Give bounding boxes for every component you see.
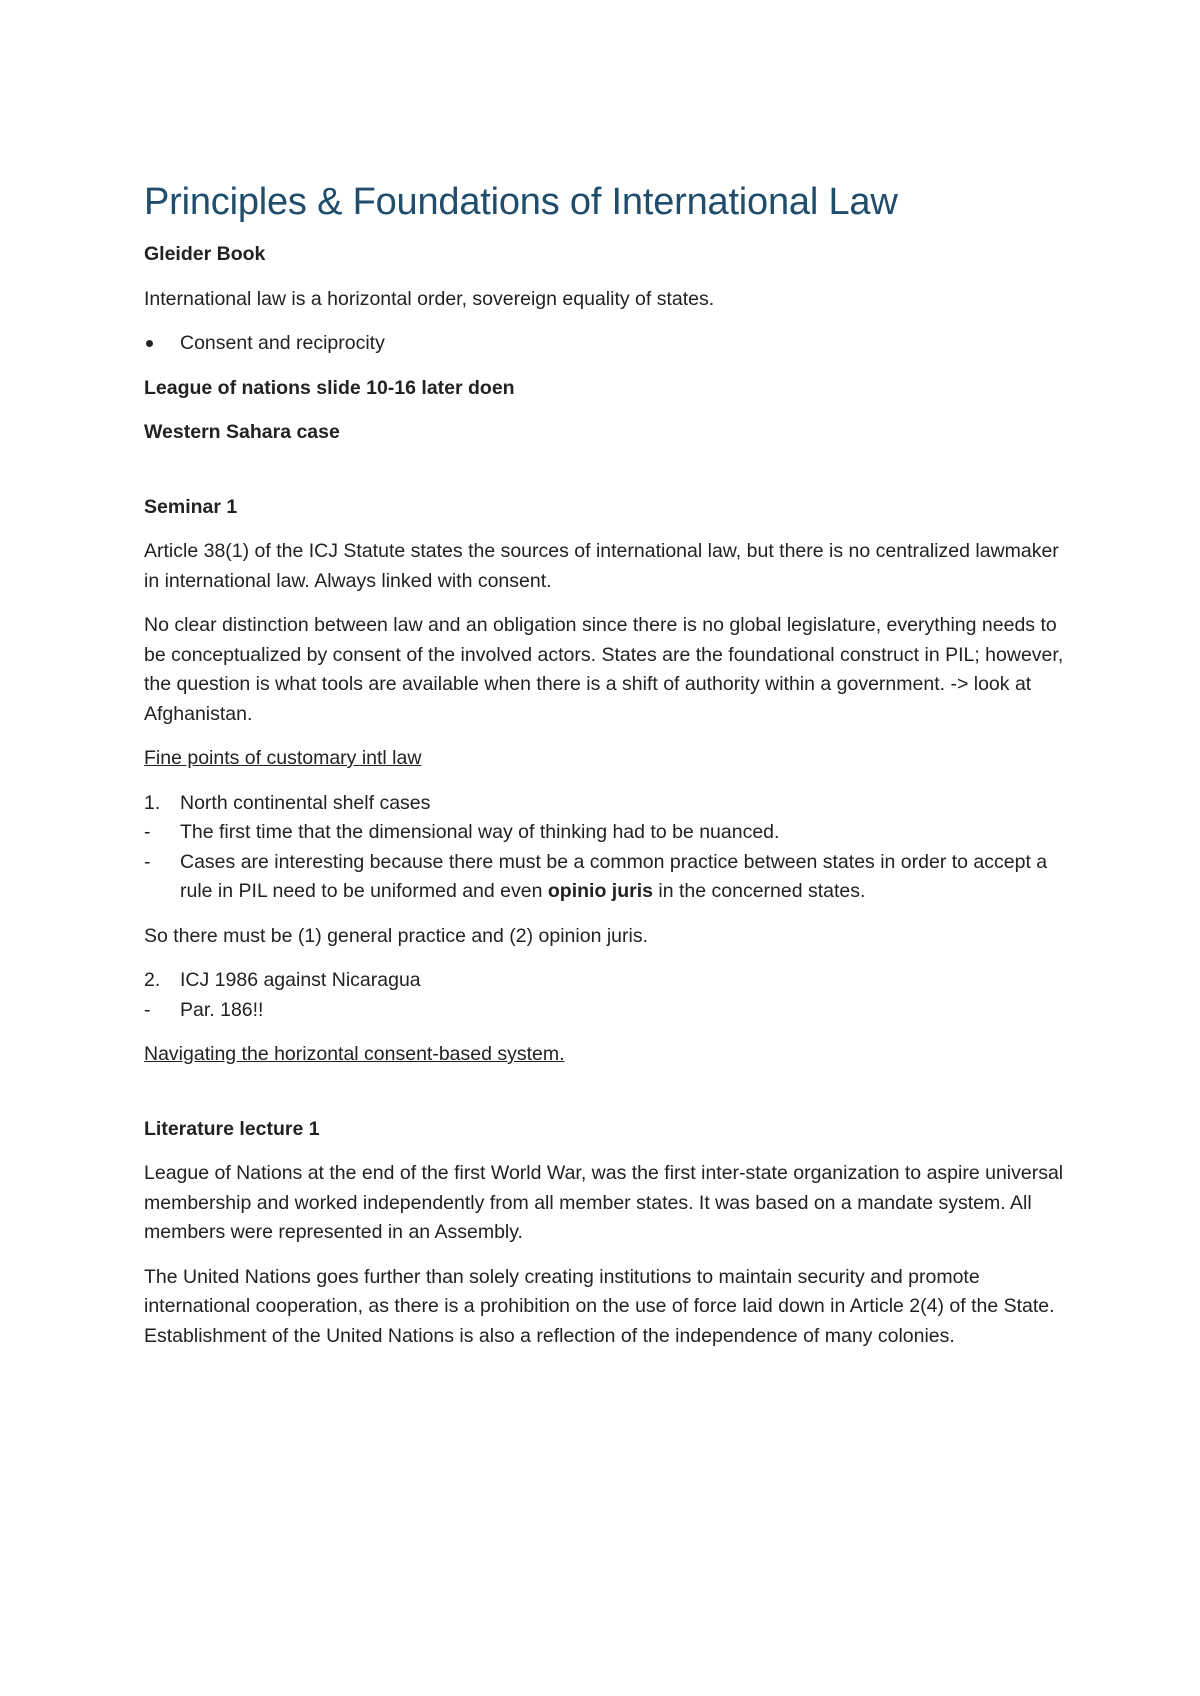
dash-item-text: The first time that the dimensional way of thinking had to be nuanced. <box>180 821 780 843</box>
paragraph-united-nations: The United Nations goes further than solely creating institutions to maintain security and promote international cooperation, as there is a prohibition on the use of force laid down in Article 2(4) of the State. Establishment of the United Nations is also a reflection of the independence of many colonies. <box>144 1265 1055 1347</box>
bullet-text: Consent and reciprocity <box>180 332 385 354</box>
dash-item-first-time <box>144 818 1064 848</box>
heading-gleider-book: Gleider Book <box>144 243 266 265</box>
subheading-navigating: Navigating the horizontal consent-based system. <box>144 1043 565 1065</box>
heading-literature-lecture-1: Literature lecture 1 <box>144 1117 320 1140</box>
list-item-text: North continental shelf cases <box>180 791 431 814</box>
list-item-2 <box>144 966 1064 996</box>
heading-league-of-nations: League of nations slide 10-16 later doen <box>144 376 515 399</box>
dash-marker: - <box>144 850 151 873</box>
list-marker: 2. <box>144 969 161 991</box>
subheading-fine-points: Fine points of customary intl law <box>144 747 422 769</box>
paragraph-article-38: Article 38(1) of the ICJ Statute states the sources of international law, but there is no centralized lawmaker in international law. Always linked with consent. <box>144 540 1059 592</box>
heading-western-sahara: Western Sahara case <box>144 421 340 443</box>
list-marker: 1. <box>144 791 161 814</box>
list-item-text: ICJ 1986 against Nicaragua <box>180 969 421 991</box>
paragraph-so-there-must-be: So there must be (1) general practice and (2) opinion juris. <box>144 924 649 947</box>
list-nicaragua <box>144 966 1064 1025</box>
document-page <box>144 176 1064 1366</box>
dash-item-text: Par. 186!! <box>180 998 264 1021</box>
dash-item-par-186 <box>144 996 1064 1026</box>
document-title: Principles & Foundations of International Law <box>144 181 898 223</box>
list-item-1 <box>144 789 1064 819</box>
heading-seminar-1: Seminar 1 <box>144 495 238 518</box>
dash-item-cases-interesting <box>144 848 1064 907</box>
dash-item-text-before: Cases are interesting because there must be a common practice between states in order to accept a rule in PIL need to be uniformed and even <box>180 850 1048 902</box>
dash-marker: - <box>144 998 151 1021</box>
paragraph-league-of-nations: League of Nations at the end of the first World War, was the first inter-state organization to aspire universal membership and worked independently from all member states. It was based on a mandate system. All members were represented in an Assembly. <box>144 1162 1064 1243</box>
paragraph-horizontal-order: International law is a horizontal order, sovereign equality of states. <box>144 287 715 310</box>
paragraph-no-clear-distinction: No clear distinction between law and an obligation since there is no global legislature, everything needs to be conceptualized by consent of the involved actors. States are the foundational construct in PIL; however, the question is what tools are available when there is a shift of authority within a government. -> look at Afghanistan. <box>144 614 1064 725</box>
dash-marker: - <box>144 821 151 843</box>
dash-item-bold-term: opinio juris <box>547 880 653 902</box>
bullet-item-consent <box>144 329 1064 359</box>
list-customary-law <box>144 789 1064 907</box>
dash-item-text-after: in the concerned states. <box>652 880 866 902</box>
bullet-icon <box>146 340 153 347</box>
